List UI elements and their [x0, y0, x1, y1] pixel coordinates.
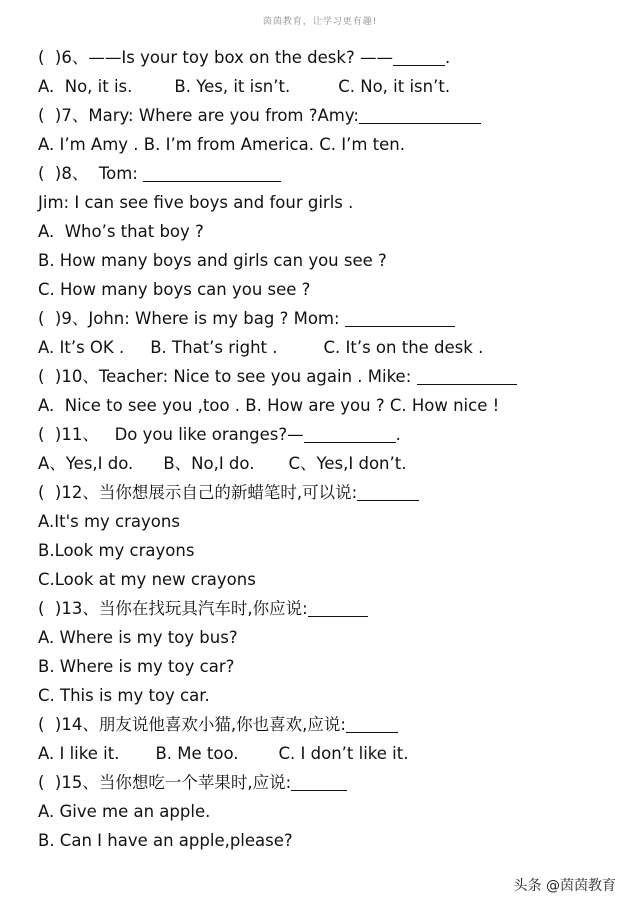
page-header: 茵茵教育，让学习更有趣!	[262, 17, 378, 27]
options-7: A. I’m Amy . B. I’m from America. C. I’m ten.	[38, 135, 405, 154]
options-9: A. It’s OK . B. That’s right . C. It’s on the desk .	[38, 338, 484, 357]
answer-blank	[143, 163, 281, 182]
question-15: ( )15、当你想吃一个苹果时,应说:	[38, 768, 620, 797]
option-13b: B. Where is my toy car?	[38, 657, 235, 676]
answer-blank	[417, 366, 517, 385]
options-6: A. No, it is. B. Yes, it isn’t. C. No, it isn’t.	[38, 77, 451, 96]
answer-blank	[357, 482, 419, 501]
option-13a: A. Where is my toy bus?	[38, 628, 238, 647]
answer-blank	[345, 308, 455, 327]
options-11: A、Yes,I do. B、No,I do. C、Yes,I don’t.	[38, 454, 407, 473]
question-14: ( )14、朋友说他喜欢小猫,你也喜欢,应说:	[38, 710, 620, 739]
answer-blank	[308, 598, 368, 617]
answer-blank	[291, 772, 347, 791]
option-15b: B. Can I have an apple,please?	[38, 831, 293, 850]
option-12a: A.It's my crayons	[38, 512, 180, 531]
question-11: ( )11、 Do you like oranges?— .	[38, 425, 401, 444]
question-7: ( )7、Mary: Where are you from ?Amy:	[38, 101, 620, 130]
option-13c: C. This is my toy car.	[38, 686, 210, 705]
option-12c: C.Look at my new crayons	[38, 570, 256, 589]
question-9: ( )9、John: Where is my bag ? Mom:	[38, 304, 620, 333]
watermark: 头条 @茵茵教育	[513, 878, 616, 894]
worksheet-body	[38, 43, 620, 855]
options-10: A. Nice to see you ,too . B. How are you ? C. How nice !	[38, 396, 500, 415]
question-12: ( )12、当你想展示自己的新蜡笔时,可以说:	[38, 478, 620, 507]
option-12b: B.Look my crayons	[38, 541, 195, 560]
question-6: ( )6、——Is your toy box on the desk? —— .	[38, 48, 451, 67]
dialogue-8: Jim: I can see five boys and four girls .	[38, 193, 354, 212]
option-8c: C. How many boys can you see ?	[38, 280, 311, 299]
question-13: ( )13、当你在找玩具汽车时,你应说:	[38, 594, 620, 623]
option-15a: A. Give me an apple.	[38, 802, 211, 821]
answer-blank	[346, 714, 398, 733]
options-14: A. I like it. B. Me too. C. I don’t like it.	[38, 744, 409, 763]
question-8: ( )8、 Tom:	[38, 159, 620, 188]
question-10: ( )10、Teacher: Nice to see you again . Mike:	[38, 362, 620, 391]
answer-blank	[304, 424, 396, 443]
answer-blank	[359, 105, 481, 124]
option-8a: A. Who’s that boy ?	[38, 222, 204, 241]
answer-blank	[393, 47, 445, 66]
option-8b: B. How many boys and girls can you see ?	[38, 251, 387, 270]
